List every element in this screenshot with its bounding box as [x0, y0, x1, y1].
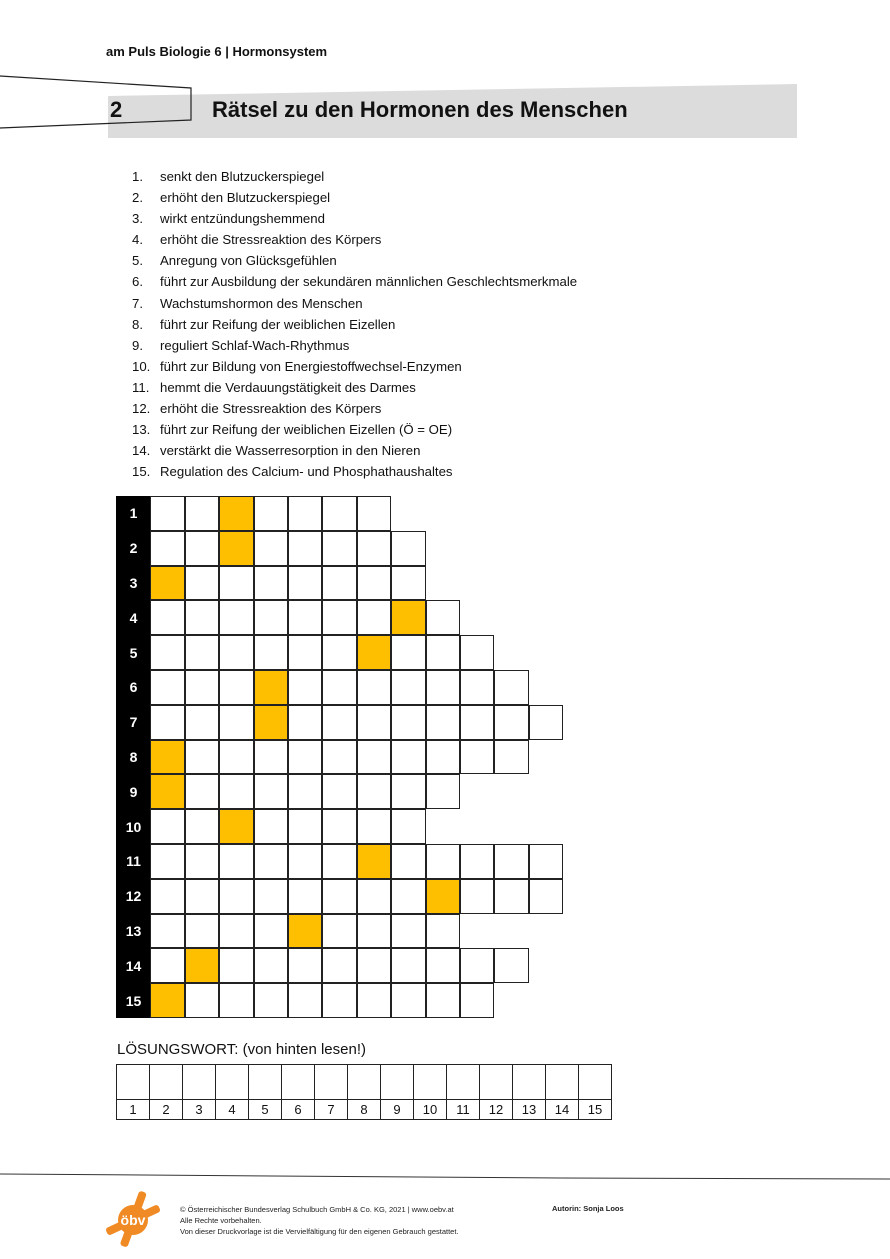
clue-item: [132, 166, 577, 187]
grid-cell[interactable]: [254, 879, 288, 914]
clue-text: senkt den Blutzuckerspiegel: [160, 169, 325, 184]
clue-item: [132, 335, 577, 356]
grid-cell[interactable]: [254, 914, 288, 949]
solution-number: 3: [183, 1100, 216, 1120]
clue-item: [132, 377, 577, 398]
clue-number: 8.: [132, 316, 143, 332]
grid-cell[interactable]: [391, 566, 425, 601]
grid-key-cell[interactable]: [185, 948, 219, 983]
grid-cell[interactable]: [219, 740, 253, 775]
grid-cell[interactable]: [185, 566, 219, 601]
grid-cell[interactable]: [357, 983, 391, 1018]
clue-item: [132, 293, 577, 314]
grid-cell[interactable]: [357, 670, 391, 705]
grid-cell[interactable]: [426, 600, 460, 635]
grid-key-cell[interactable]: [254, 705, 288, 740]
grid-cell[interactable]: [460, 844, 494, 879]
solution-letter-box[interactable]: [381, 1065, 414, 1100]
grid-cell[interactable]: [391, 531, 425, 566]
grid-cell[interactable]: [219, 879, 253, 914]
clue-item: [132, 208, 577, 229]
solution-letter-box[interactable]: [315, 1065, 348, 1100]
grid-cell[interactable]: [460, 948, 494, 983]
grid-cell[interactable]: [219, 914, 253, 949]
grid-cell[interactable]: [357, 566, 391, 601]
grid-row-label: 14: [116, 948, 151, 983]
grid-cell[interactable]: [150, 809, 184, 844]
grid-cell[interactable]: [288, 774, 322, 809]
grid-cell[interactable]: [219, 566, 253, 601]
grid-cell[interactable]: [357, 879, 391, 914]
grid-cell[interactable]: [529, 705, 563, 740]
grid-cell[interactable]: [288, 496, 322, 531]
grid-cell[interactable]: [185, 879, 219, 914]
grid-cell[interactable]: [391, 740, 425, 775]
grid-cell[interactable]: [254, 635, 288, 670]
grid-cell[interactable]: [322, 879, 356, 914]
solution-blank-row: [117, 1065, 612, 1100]
grid-cell[interactable]: [150, 705, 184, 740]
grid-cell[interactable]: [322, 566, 356, 601]
grid-cell[interactable]: [288, 983, 322, 1018]
clue-number: 12.: [132, 401, 151, 417]
grid-key-cell[interactable]: [254, 670, 288, 705]
solution-number: 14: [546, 1100, 579, 1120]
grid-cell[interactable]: [219, 600, 253, 635]
grid-cell[interactable]: [391, 948, 425, 983]
grid-cell[interactable]: [426, 983, 460, 1018]
grid-row-label: 10: [116, 809, 151, 844]
clue-text: führt zur Reifung der weiblichen Eizellen (Ö = OE): [160, 422, 453, 438]
grid-cell[interactable]: [426, 844, 460, 879]
grid-cell[interactable]: [219, 670, 253, 705]
grid-row-label: 2: [116, 531, 151, 566]
clue-item: [132, 419, 577, 440]
clue-text: führt zur Ausbildung der sekundären männlichen Geschlechtsmerkmale: [160, 274, 578, 290]
solution-number: 6: [282, 1100, 315, 1120]
grid-cell[interactable]: [529, 879, 563, 914]
clue-number: 9.: [132, 337, 143, 353]
grid-row-label: 9: [116, 774, 151, 809]
solution-label: LÖSUNGSWORT: (von hinten lesen!): [117, 1041, 366, 1058]
clue-number: 11.: [132, 379, 150, 395]
clue-text: erhöht den Blutzuckerspiegel: [160, 190, 331, 206]
grid-cell[interactable]: [322, 705, 356, 740]
footer-copyright-line: Von dieser Druckvorlage ist die Vervielfältigung für den eigenen Gebrauch gestattet.: [180, 1227, 459, 1236]
grid-key-cell[interactable]: [219, 496, 253, 531]
grid-cell[interactable]: [185, 635, 219, 670]
solution-letter-box[interactable]: [546, 1065, 579, 1100]
grid-cell[interactable]: [391, 844, 425, 879]
solution-number: 9: [381, 1100, 414, 1120]
grid-key-cell[interactable]: [288, 914, 322, 949]
footer-author: Autorin: Sonja Loos: [552, 1204, 624, 1213]
clue-text: erhöht die Stressreaktion des Körpers: [160, 232, 382, 248]
footer-copyright-line: Alle Rechte vorbehalten.: [180, 1216, 262, 1225]
grid-key-cell[interactable]: [357, 844, 391, 879]
grid-cell[interactable]: [494, 740, 528, 775]
grid-cell[interactable]: [150, 531, 184, 566]
solution-letter-box[interactable]: [447, 1065, 480, 1100]
grid-cell[interactable]: [426, 914, 460, 949]
grid-cell[interactable]: [150, 600, 184, 635]
grid-cell[interactable]: [254, 566, 288, 601]
grid-cell[interactable]: [322, 740, 356, 775]
grid-row-label: 8: [116, 740, 151, 775]
solution-letter-box[interactable]: [480, 1065, 513, 1100]
grid-cell[interactable]: [254, 531, 288, 566]
grid-cell[interactable]: [288, 705, 322, 740]
grid-row-label: 7: [116, 705, 151, 740]
grid-row-label: 6: [116, 670, 151, 705]
grid-cell[interactable]: [322, 809, 356, 844]
clue-item: [132, 229, 577, 250]
clue-number: 7.: [132, 295, 143, 311]
footer-copyright: [180, 1204, 459, 1237]
grid-cell[interactable]: [494, 670, 528, 705]
grid-cell[interactable]: [288, 844, 322, 879]
solution-number: 11: [447, 1100, 480, 1120]
solution-letter-box[interactable]: [117, 1065, 150, 1100]
grid-cell[interactable]: [322, 635, 356, 670]
clue-item: [132, 271, 577, 292]
grid-cell[interactable]: [185, 844, 219, 879]
clue-item: [132, 440, 577, 461]
grid-cell[interactable]: [254, 600, 288, 635]
grid-cell[interactable]: [150, 496, 184, 531]
grid-cell[interactable]: [391, 774, 425, 809]
header-text: am Puls Biologie 6 | Hormonsystem: [106, 44, 328, 59]
clue-text: reguliert Schlaf-Wach-Rhythmus: [160, 337, 350, 353]
grid-key-cell[interactable]: [357, 635, 391, 670]
grid-cell[interactable]: [357, 496, 391, 531]
grid-cell[interactable]: [357, 600, 391, 635]
solution-number-row: [117, 1100, 612, 1120]
solution-table: [116, 1064, 612, 1120]
solution-number: 15: [579, 1100, 612, 1120]
grid-cell[interactable]: [322, 600, 356, 635]
grid-key-cell[interactable]: [426, 879, 460, 914]
solution-letter-box[interactable]: [414, 1065, 447, 1100]
solution-number: 10: [414, 1100, 447, 1120]
clue-item: [132, 461, 577, 482]
grid-cell[interactable]: [150, 844, 184, 879]
grid-cell[interactable]: [391, 914, 425, 949]
grid-key-cell[interactable]: [150, 566, 184, 601]
grid-cell[interactable]: [460, 705, 494, 740]
grid-row-label: 12: [116, 879, 151, 914]
clue-text: wirkt entzündungshemmend: [160, 211, 325, 227]
grid-cell[interactable]: [254, 948, 288, 983]
logo-text: öbv: [120, 1212, 146, 1228]
grid-cell[interactable]: [391, 879, 425, 914]
grid-row-label: 5: [116, 635, 151, 670]
grid-cell[interactable]: [460, 670, 494, 705]
grid-cell[interactable]: [426, 670, 460, 705]
grid-cell[interactable]: [288, 566, 322, 601]
solution-number: 13: [513, 1100, 546, 1120]
solution-letter-box[interactable]: [183, 1065, 216, 1100]
grid-cell[interactable]: [391, 705, 425, 740]
grid-cell[interactable]: [460, 983, 494, 1018]
clue-number: 15.: [132, 464, 151, 480]
grid-cell[interactable]: [288, 948, 322, 983]
grid-cell[interactable]: [150, 948, 184, 983]
grid-cell[interactable]: [254, 740, 288, 775]
solution-letter-box[interactable]: [150, 1065, 183, 1100]
clue-item: [132, 187, 577, 208]
grid-cell[interactable]: [185, 914, 219, 949]
grid-cell[interactable]: [219, 635, 253, 670]
solution-letter-box[interactable]: [249, 1065, 282, 1100]
grid-cell[interactable]: [254, 774, 288, 809]
clue-text: Wachstumshormon des Menschen: [160, 295, 363, 311]
solution-number: 8: [348, 1100, 381, 1120]
clue-text: hemmt die Verdauungstätigkeit des Darmes: [160, 379, 416, 395]
grid-row-label: 13: [116, 914, 151, 949]
grid-cell[interactable]: [357, 809, 391, 844]
grid-key-cell[interactable]: [219, 809, 253, 844]
clue-number: 2.: [132, 190, 143, 206]
grid-cell[interactable]: [185, 531, 219, 566]
grid-cell[interactable]: [391, 983, 425, 1018]
clue-number: 14.: [132, 443, 151, 459]
grid-cell[interactable]: [426, 948, 460, 983]
clue-number: 3.: [132, 211, 143, 227]
grid-cell[interactable]: [219, 948, 253, 983]
solution-letter-box[interactable]: [282, 1065, 315, 1100]
solution-number: 7: [315, 1100, 348, 1120]
grid-cell[interactable]: [426, 635, 460, 670]
grid-row-label: 1: [116, 496, 151, 531]
grid-key-cell[interactable]: [219, 531, 253, 566]
grid-cell[interactable]: [357, 531, 391, 566]
grid-cell[interactable]: [357, 914, 391, 949]
crossword-grid: [116, 496, 566, 1018]
grid-cell[interactable]: [288, 600, 322, 635]
grid-cell[interactable]: [494, 844, 528, 879]
solution-letter-box[interactable]: [513, 1065, 546, 1100]
grid-cell[interactable]: [391, 670, 425, 705]
clue-text: führt zur Reifung der weiblichen Eizellen: [160, 316, 396, 332]
grid-cell[interactable]: [322, 948, 356, 983]
clue-number: 1.: [132, 169, 143, 184]
grid-cell[interactable]: [494, 879, 528, 914]
grid-cell[interactable]: [185, 670, 219, 705]
grid-cell[interactable]: [219, 774, 253, 809]
grid-cell[interactable]: [494, 948, 528, 983]
grid-cell[interactable]: [185, 740, 219, 775]
clue-number: 6.: [132, 274, 143, 290]
grid-key-cell[interactable]: [150, 774, 184, 809]
grid-cell[interactable]: [254, 809, 288, 844]
grid-key-cell[interactable]: [150, 740, 184, 775]
footer-copyright-line: © Österreichischer Bundesverlag Schulbuch GmbH & Co. KG, 2021 | www.oebv.at: [180, 1205, 454, 1214]
grid-cell[interactable]: [322, 774, 356, 809]
grid-cell[interactable]: [322, 670, 356, 705]
clue-text: führt zur Bildung von Energiestoffwechsel-Enzymen: [160, 358, 462, 374]
grid-cell[interactable]: [322, 844, 356, 879]
grid-cell[interactable]: [219, 705, 253, 740]
clue-text: Regulation des Calcium- und Phosphathaushaltes: [160, 464, 453, 480]
grid-row-label: 3: [116, 566, 151, 601]
grid-cell[interactable]: [254, 496, 288, 531]
clue-list: [132, 166, 577, 482]
grid-key-cell[interactable]: [391, 600, 425, 635]
grid-cell[interactable]: [150, 670, 184, 705]
clue-number: 5.: [132, 253, 143, 269]
clue-text: Anregung von Glücksgefühlen: [160, 253, 337, 269]
grid-cell[interactable]: [391, 809, 425, 844]
grid-cell[interactable]: [288, 809, 322, 844]
grid-cell[interactable]: [460, 879, 494, 914]
grid-key-cell[interactable]: [150, 983, 184, 1018]
solution-letter-box[interactable]: [216, 1065, 249, 1100]
grid-cell[interactable]: [185, 809, 219, 844]
grid-cell[interactable]: [254, 983, 288, 1018]
grid-cell[interactable]: [357, 740, 391, 775]
grid-cell[interactable]: [150, 635, 184, 670]
grid-cell[interactable]: [219, 844, 253, 879]
grid-cell[interactable]: [185, 774, 219, 809]
grid-cell[interactable]: [357, 948, 391, 983]
footer-divider: [0, 1170, 890, 1182]
grid-row-label: 15: [116, 983, 151, 1018]
clue-text: erhöht die Stressreaktion des Körpers: [160, 401, 382, 417]
grid-cell[interactable]: [529, 844, 563, 879]
oebv-logo: [104, 1190, 162, 1248]
clue-number: 13.: [132, 422, 151, 438]
grid-cell[interactable]: [185, 983, 219, 1018]
grid-cell[interactable]: [460, 740, 494, 775]
solution-number: 5: [249, 1100, 282, 1120]
grid-row-label: 4: [116, 600, 151, 635]
clue-item: [132, 356, 577, 377]
solution-letter-box[interactable]: [579, 1065, 612, 1100]
grid-cell[interactable]: [185, 705, 219, 740]
solution-number: 2: [150, 1100, 183, 1120]
clue-item: [132, 250, 577, 271]
grid-cell[interactable]: [322, 496, 356, 531]
grid-cell[interactable]: [288, 531, 322, 566]
grid-cell[interactable]: [185, 496, 219, 531]
grid-cell[interactable]: [150, 879, 184, 914]
grid-cell[interactable]: [426, 705, 460, 740]
solution-number: 4: [216, 1100, 249, 1120]
grid-cell[interactable]: [357, 774, 391, 809]
section-title: Rätsel zu den Hormonen des Menschen: [212, 97, 628, 122]
grid-cell[interactable]: [288, 879, 322, 914]
grid-cell[interactable]: [288, 670, 322, 705]
grid-cell[interactable]: [288, 635, 322, 670]
grid-cell[interactable]: [322, 983, 356, 1018]
grid-cell[interactable]: [150, 914, 184, 949]
grid-cell[interactable]: [460, 635, 494, 670]
clue-number: 4.: [132, 232, 143, 248]
grid-cell[interactable]: [494, 705, 528, 740]
grid-cell[interactable]: [426, 774, 460, 809]
clue-text: verstärkt die Wasserresorption in den Nieren: [160, 443, 421, 459]
solution-letter-box[interactable]: [348, 1065, 381, 1100]
grid-cell[interactable]: [357, 705, 391, 740]
grid-cell[interactable]: [426, 740, 460, 775]
clue-number: 10.: [132, 358, 151, 374]
solution-number: 1: [117, 1100, 150, 1120]
grid-cell[interactable]: [219, 983, 253, 1018]
grid-cell[interactable]: [322, 531, 356, 566]
section-number: 2: [110, 97, 123, 122]
grid-cell[interactable]: [254, 844, 288, 879]
grid-cell[interactable]: [288, 740, 322, 775]
grid-row-label: 11: [116, 844, 151, 879]
clue-item: [132, 398, 577, 419]
grid-cell[interactable]: [185, 600, 219, 635]
grid-cell[interactable]: [391, 635, 425, 670]
solution-number: 12: [480, 1100, 513, 1120]
clue-item: [132, 314, 577, 335]
grid-cell[interactable]: [322, 914, 356, 949]
